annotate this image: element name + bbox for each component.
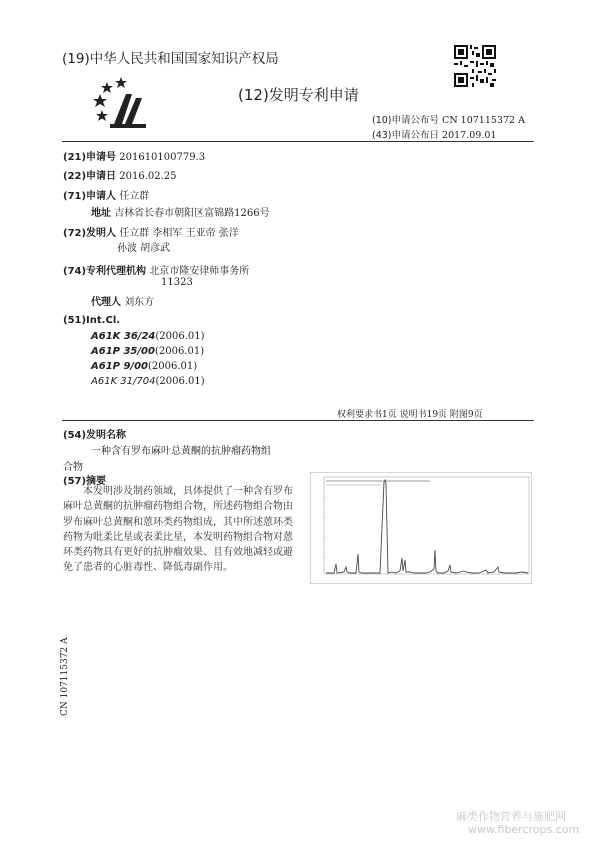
applicant-value: 任立群	[119, 191, 150, 202]
watermark-line-2: www.fibercrops.com	[468, 823, 580, 836]
intcl-label: (51)Int.Cl.	[63, 315, 121, 326]
ipc-year: (2006.01)	[155, 331, 205, 342]
ipc-row	[91, 346, 204, 357]
ipc-year: (2006.01)	[155, 376, 205, 387]
header-divider	[62, 141, 534, 142]
address-value: 吉林省长春市朝阳区富锦路1266号	[114, 208, 270, 219]
agency-line-2: 11323	[161, 277, 193, 288]
inventors-line-1: 任立群 李相军 王亚帝 张洋	[119, 228, 239, 239]
publication-date	[372, 127, 496, 141]
bib-divider	[62, 420, 534, 421]
agent-value: 刘东方	[124, 297, 155, 308]
chromatogram-figure	[310, 472, 532, 584]
agent	[91, 293, 154, 308]
inventors-line-2: 孙波 胡彦武	[117, 243, 171, 254]
ipc-code: A61P 9/00	[91, 361, 148, 372]
patent-agency	[63, 262, 249, 277]
title-label: (54)发明名称	[63, 430, 127, 441]
office-name: 中华人民共和国国家知识产权局	[89, 51, 279, 67]
watermark-line-1: 麻类作物营养与施肥网	[456, 810, 566, 823]
inventors-label: (72)发明人	[63, 228, 117, 239]
app-date-value: 2016.02.25	[119, 171, 177, 182]
ipc-code: A61P 35/00	[91, 346, 155, 357]
pub-date-label: (43)申请公布日	[372, 130, 440, 141]
ipc-row	[91, 361, 197, 372]
document-type	[238, 84, 359, 105]
office-code: (19)	[62, 51, 90, 67]
agent-label: 代理人	[91, 297, 121, 308]
invention-title-line-1: 一种含有罗布麻叶总黄酮的抗肿瘤药物组	[91, 446, 271, 457]
ipc-code: A61K 31/704	[91, 376, 156, 387]
emblem-icon	[92, 76, 150, 130]
doc-type-title: 发明专利申请	[268, 86, 359, 104]
pub-date-value: 2017.09.01	[442, 130, 497, 141]
page-counts: 权利要求书1页 说明书19页 附图9页	[337, 410, 483, 420]
pub-no-label: (10)申请公布号	[372, 115, 440, 126]
applicant-label: (71)申请人	[63, 191, 117, 202]
ipc-year: (2006.01)	[154, 346, 205, 357]
applicant	[63, 187, 149, 202]
app-no-value: 201610100779.3	[119, 152, 206, 163]
address	[91, 204, 270, 219]
agency-label: (74)专利代理机构	[63, 266, 147, 277]
publication-number	[372, 112, 525, 126]
application-date	[63, 167, 177, 182]
doc-type-code: (12)	[238, 86, 269, 104]
office-heading	[62, 47, 279, 67]
app-date-label: (22)申请日	[63, 171, 117, 182]
address-label: 地址	[91, 208, 111, 219]
ipc-row	[91, 331, 205, 342]
ipc-row	[91, 376, 205, 387]
ipc-year: (2006.01)	[148, 361, 198, 372]
abstract-text: 本发明涉及制药领域，具体提供了一种含有罗布麻叶总黄酮的抗肿瘤药物组合物，所述药物组合物由罗布麻叶总黄酮和蒽环类药物组成，其中所述蒽环类药物为吡柔比星或表柔比星，本发明药物组合物对蒽环类药物具有更好的抗肿瘤效果、且有效地减轻或避免了患者的心脏毒性、降低毒副作用。	[63, 486, 293, 574]
invention-title-line-2: 合物	[63, 462, 83, 473]
side-publication-number: CN 107115372 A	[60, 637, 70, 716]
abstract-label: (57)摘要	[63, 476, 107, 487]
application-number	[63, 148, 205, 163]
app-no-label: (21)申请号	[63, 152, 117, 163]
qr-code-icon	[454, 45, 496, 87]
pub-no-value: CN 107115372 A	[442, 115, 525, 126]
inventors	[63, 224, 239, 239]
ipc-code: A61K 36/24	[91, 331, 156, 342]
agency-line-1: 北京市隆安律师事务所	[149, 266, 250, 277]
